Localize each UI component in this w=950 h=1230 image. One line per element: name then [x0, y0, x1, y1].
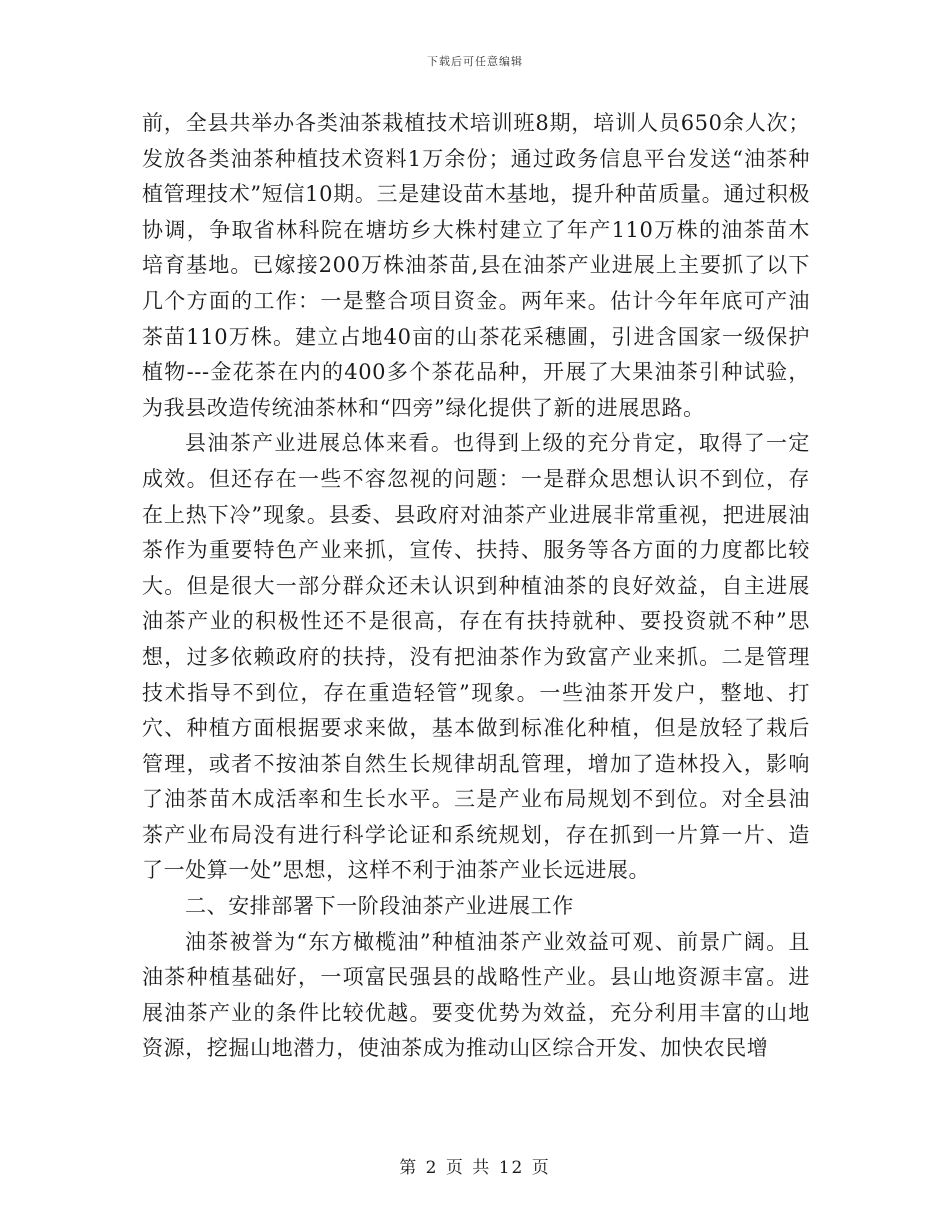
paragraph-problems: 县油茶产业进展总体来看。也得到上级的充分肯定，取得了一定成效。但还存在一些不容忽视的问题：一是群众思想认识不到位，存在上热下冷”现象。县委、县政府对油茶产业进展非常重视，把进展油茶作为重要特色产业来抓，宣传、扶持、服务等各方面的力度都比较大。但是很大一部分群众还未认识到种植油茶的良好效益，自主进展油茶产业的积极性还不是很高，存在有扶持就种、要投资就不种”思想，过多依赖政府的扶持，没有把油茶作为致富产业来抓。二是管理技术指导不到位，存在重造轻管”现象。一些油茶开发户，整地、打穴、种植方面根据要求来做，基本做到标准化种植，但是放轻了栽后管理，或者不按油茶自然生长规律胡乱管理，增加了造林投入，影响了油茶苗木成活率和生长水平。三是产业布局规划不到位。对全县油茶产业布局没有进行科学论证和系统规划，存在抓到一片算一片、造了一处算一处”思想，这样不利于油茶产业长远进展。	[142, 431, 810, 883]
page-number: 第 2 页 共 12 页	[399, 1158, 551, 1178]
paragraph-next-stage: 油茶被誉为“东方橄榄油”种植油茶产业效益可观、前景广阔。且油茶种植基础好，一项富民强县的战略性产业。县山地资源丰富。进展油茶产业的条件比较优越。要变优势为效益，充分利用丰富的山地资源，挖掘山地潜力，使油茶成为推动山区综合开发、加快农民增	[142, 929, 810, 1061]
header-note: 下载后可任意编辑	[427, 55, 523, 68]
section-heading: 二、安排部署下一阶段油茶产业进展工作	[185, 894, 574, 919]
paragraph-continuation: 前，全县共举办各类油茶栽植技术培训班8期，培训人员650余人次；发放各类油茶种植技术资料1万余份；通过政务信息平台发送“油茶种植管理技术”短信10期。三是建设苗木基地，提升种苗质量。通过积极协调，争取省林科院在塘坊乡大株村建立了年产110万株的油茶苗木培育基地。已嫁接200万株油茶苗,县在油茶产业进展上主要抓了以下几个方面的工作：一是整合项目资金。两年来。估计今年年底可产油茶苗110万株。建立占地40亩的山茶花采穗圃，引进含国家一级保护植物---金花茶在内的400多个茶花品种，开展了大果油茶引种试验，为我县改造传统油茶林和“四旁”绿化提供了新的进展思路。	[142, 111, 810, 420]
document-body	[142, 106, 810, 1067]
